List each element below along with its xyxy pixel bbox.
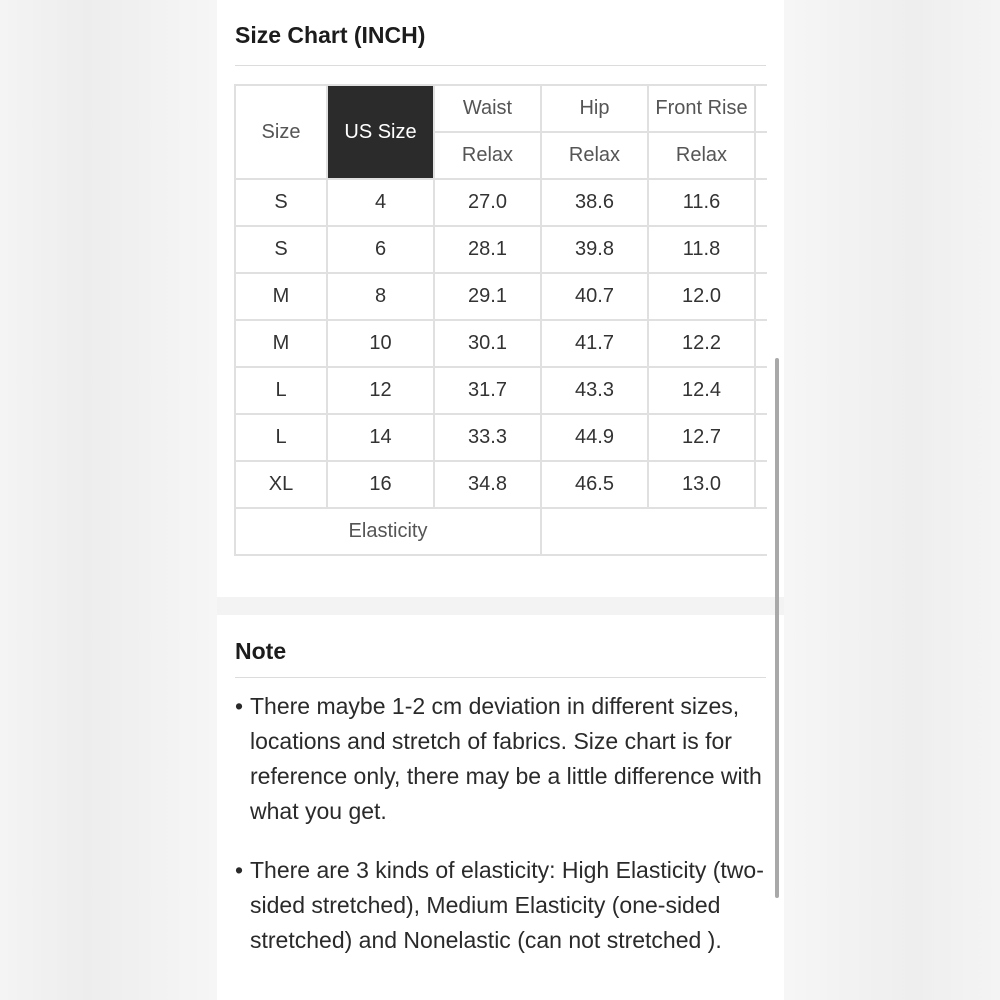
- subheader-cut-off-column: [755, 132, 767, 179]
- elasticity-row: [235, 508, 767, 555]
- cell-front-rise: 12.7: [648, 414, 755, 461]
- cell-cut-off: [755, 320, 767, 367]
- table-header-row: [235, 85, 767, 132]
- cell-us-size: 12: [327, 367, 434, 414]
- table-row: [235, 273, 767, 320]
- size-table: [234, 84, 767, 556]
- size-chart-title: Size Chart (INCH): [235, 22, 426, 48]
- subheader-hip-relax: Relax: [541, 132, 648, 179]
- background-right: [784, 0, 1000, 1000]
- note-divider: [235, 677, 766, 678]
- cell-waist: 30.1: [434, 320, 541, 367]
- table-row: [235, 320, 767, 367]
- cell-size: XL: [235, 461, 327, 508]
- bullet-icon: •: [235, 857, 244, 883]
- cell-us-size: 14: [327, 414, 434, 461]
- cell-waist: 31.7: [434, 367, 541, 414]
- note-item-text: There maybe 1-2 cm deviation in different sizes, locations and stretch of fabrics. Size chart is for reference only, there may be a little difference with what you get.: [250, 693, 762, 824]
- header-waist: Waist: [434, 85, 541, 132]
- header-hip: Hip: [541, 85, 648, 132]
- cell-size: M: [235, 320, 327, 367]
- bullet-icon: •: [235, 693, 244, 719]
- cell-hip: 40.7: [541, 273, 648, 320]
- table-row: [235, 367, 767, 414]
- header-us-size: US Size: [327, 85, 434, 179]
- table-row: [235, 414, 767, 461]
- cell-waist: 28.1: [434, 226, 541, 273]
- elasticity-label: Elasticity: [235, 508, 541, 555]
- cell-hip: 39.8: [541, 226, 648, 273]
- title-divider: [235, 65, 766, 66]
- cell-cut-off: [755, 414, 767, 461]
- cell-front-rise: 13.0: [648, 461, 755, 508]
- cell-us-size: 10: [327, 320, 434, 367]
- elasticity-value: [541, 508, 767, 555]
- cell-size: S: [235, 179, 327, 226]
- table-row: [235, 179, 767, 226]
- size-table-scroll-area[interactable]: [234, 84, 767, 578]
- cell-hip: 44.9: [541, 414, 648, 461]
- note-title: Note: [235, 638, 287, 664]
- note-item: [235, 853, 765, 958]
- cell-cut-off: [755, 273, 767, 320]
- cell-waist: 34.8: [434, 461, 541, 508]
- cell-hip: 41.7: [541, 320, 648, 367]
- cell-front-rise: 11.6: [648, 179, 755, 226]
- cell-size: L: [235, 414, 327, 461]
- cell-hip: 46.5: [541, 461, 648, 508]
- cell-cut-off: [755, 461, 767, 508]
- cell-cut-off: [755, 179, 767, 226]
- background-left: [0, 0, 217, 1000]
- cell-cut-off: [755, 226, 767, 273]
- cell-us-size: 8: [327, 273, 434, 320]
- cell-size: S: [235, 226, 327, 273]
- header-size: Size: [235, 85, 327, 179]
- note-list: [235, 689, 765, 982]
- cell-us-size: 6: [327, 226, 434, 273]
- cell-hip: 38.6: [541, 179, 648, 226]
- subheader-waist-relax: Relax: [434, 132, 541, 179]
- cell-size: M: [235, 273, 327, 320]
- subheader-front-rise-relax: Relax: [648, 132, 755, 179]
- note-item: [235, 689, 765, 829]
- cell-size: L: [235, 367, 327, 414]
- vertical-scrollbar[interactable]: [775, 358, 779, 898]
- cell-front-rise: 11.8: [648, 226, 755, 273]
- cell-us-size: 4: [327, 179, 434, 226]
- header-front-rise: Front Rise: [648, 85, 755, 132]
- table-row: [235, 226, 767, 273]
- note-card: [217, 615, 784, 1000]
- cell-us-size: 16: [327, 461, 434, 508]
- cell-waist: 29.1: [434, 273, 541, 320]
- cell-front-rise: 12.2: [648, 320, 755, 367]
- cell-hip: 43.3: [541, 367, 648, 414]
- size-chart-card: [217, 0, 784, 597]
- cell-front-rise: 12.0: [648, 273, 755, 320]
- cell-cut-off: [755, 367, 767, 414]
- note-item-text: There are 3 kinds of elasticity: High Elasticity (two-sided stretched), Medium Elasticity (one-sided stretched) and Nonelastic (can not stretched ).: [250, 857, 764, 953]
- table-row: [235, 461, 767, 508]
- header-cut-off-column: [755, 85, 767, 132]
- cell-waist: 33.3: [434, 414, 541, 461]
- cell-waist: 27.0: [434, 179, 541, 226]
- cell-front-rise: 12.4: [648, 367, 755, 414]
